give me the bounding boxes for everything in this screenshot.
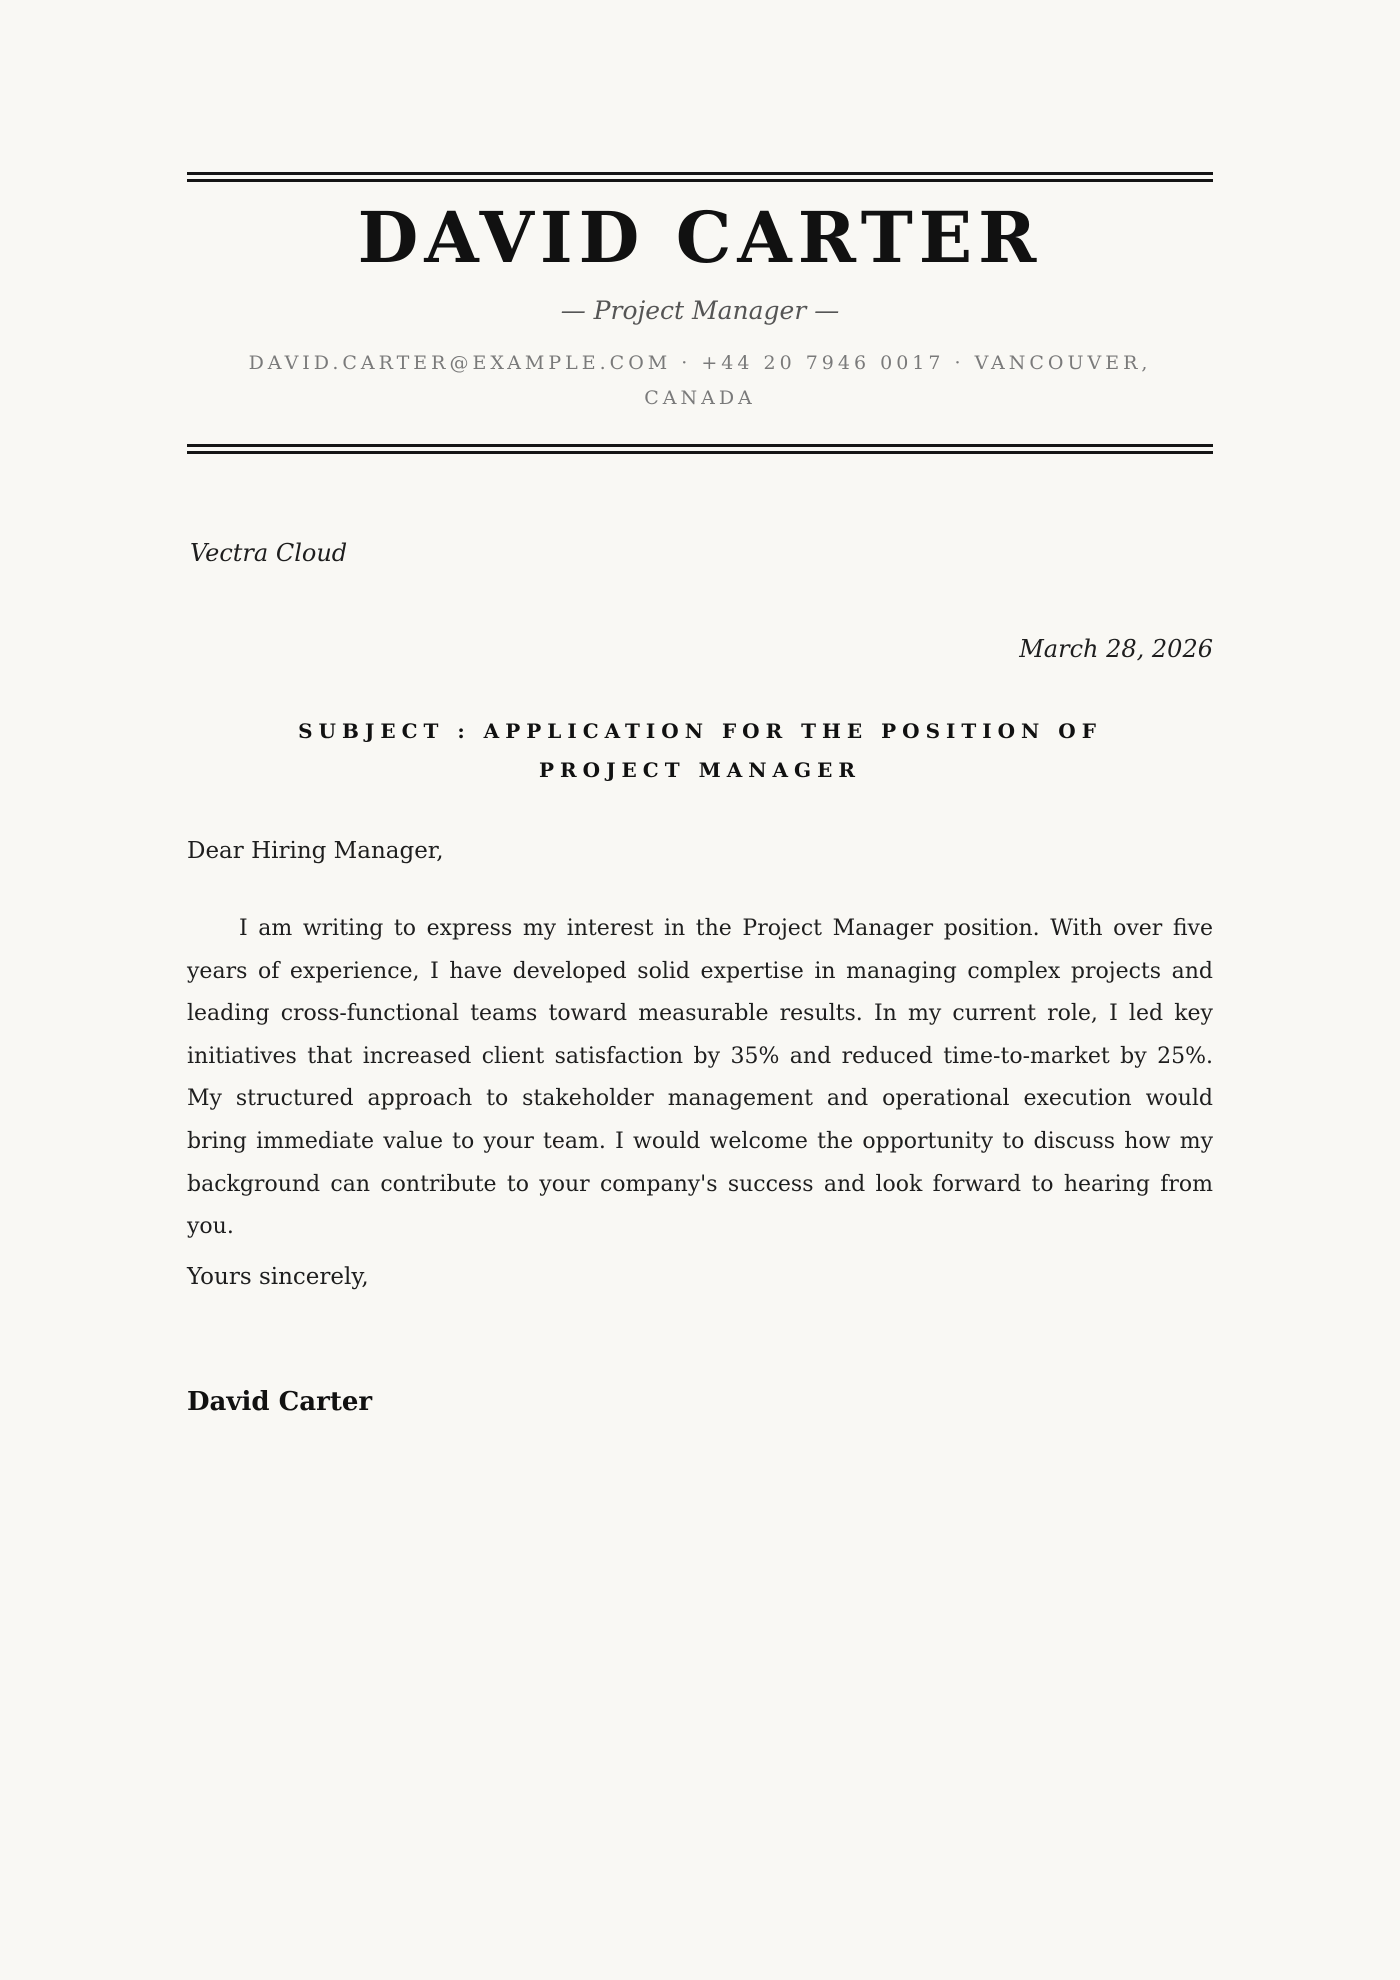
applicant-name: DAVID CARTER bbox=[357, 196, 1043, 279]
contact-line: DAVID.CARTER@EXAMPLE.COM · +44 20 7946 0017 · VANCOUVER, CANADA bbox=[248, 352, 1152, 409]
recipient-company: Vectra Cloud bbox=[190, 539, 348, 567]
letter-subject: SUBJECT : APPLICATION FOR THE POSITION OF PROJECT MANAGER bbox=[298, 719, 1102, 782]
signature-name: David Carter bbox=[187, 1387, 373, 1417]
applicant-title: — Project Manager — bbox=[560, 296, 840, 325]
salutation: Dear Hiring Manager, bbox=[187, 838, 444, 864]
closing: Yours sincerely, bbox=[187, 1264, 369, 1290]
header-bottom-rule bbox=[187, 444, 1213, 454]
header-top-rule bbox=[187, 172, 1213, 182]
letter-date: March 28, 2026 bbox=[1019, 635, 1213, 663]
letter-body: I am writing to express my interest in the Project Manager position. With over five years of experience, I have developed solid expertise in managing complex projects and leading cross-functional teams toward measurable results. In my current role, I led key initiatives that increased client satisfaction by 35% and reduced time-to-market by 25%. My structured approach to stakeholder management and operational execution would bring immediate value to your team. I would welcome the opportunity to discuss how my background can contribute to your company's success and look forward to hearing from you. bbox=[187, 916, 1213, 1240]
